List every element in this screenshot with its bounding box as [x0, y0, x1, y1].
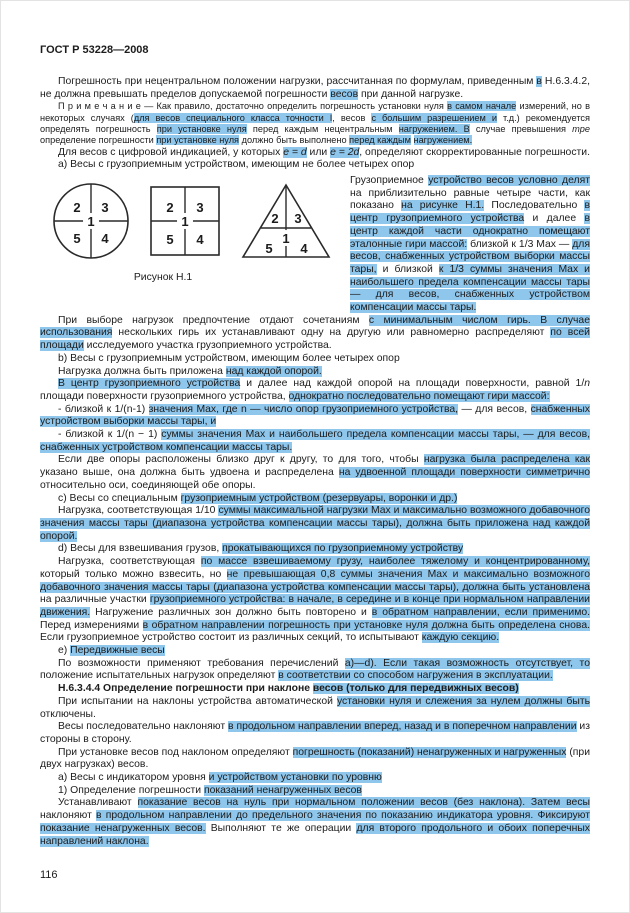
highlighted-text: грузоприемным устройством (резервуары, воронки и др.)	[180, 492, 458, 504]
text-segment: При выборе нагрузок предпочтение отдают сочетаниям	[58, 314, 369, 326]
paragraph	[40, 366, 590, 379]
highlighted-text: в продольном направлении до предельного значения по показанию индикатора уровня. Фиксируют	[96, 810, 590, 822]
paragraph	[40, 76, 590, 101]
sector-label: 4	[300, 241, 308, 256]
text-segment: b) Весы с грузоприемным устройством, имеющим более четырех опор	[58, 352, 400, 364]
list-item-dash	[40, 404, 590, 429]
list-item-e	[40, 645, 590, 658]
triangle-diagram	[238, 180, 334, 262]
text-segment: Перед измерениями	[40, 619, 143, 631]
text-segment: должно быть выполнено	[239, 135, 350, 146]
square-diagram	[144, 180, 226, 262]
text-segment: относительно оси, соединяющей обе опоры.	[40, 479, 256, 491]
text-segment: Нагружение различных зон должно быть повторено и	[90, 606, 372, 618]
list-item-b	[40, 353, 590, 366]
text-segment: , весов	[332, 112, 372, 123]
sector-label: 3	[294, 211, 302, 226]
clause-heading	[40, 683, 590, 696]
highlighted-text: В центр грузоприемного устройства	[58, 378, 241, 390]
page-number: 116	[40, 869, 58, 881]
highlighted-text: над каждой опорой.	[225, 365, 322, 377]
content-top	[40, 76, 590, 172]
sector-label: 1	[181, 214, 189, 229]
paragraph	[40, 454, 590, 492]
text-segment: измерений, но в некоторых случаях (	[40, 101, 591, 123]
figure-side-column	[350, 175, 590, 315]
text-segment: Грузоприемное	[350, 175, 429, 186]
paragraph	[40, 556, 590, 645]
text-segment: перед каждым нецентральным	[246, 124, 399, 134]
highlighted-text: суммы значения Max и наибольшего предела компенсации массы тары, — для весов, снабженных устройством компенсации массы тары.	[40, 429, 590, 453]
text-segment: который только можно взвесить, но	[40, 568, 227, 580]
sector-label: 5	[166, 232, 174, 247]
highlighted-text: перед каждым	[349, 135, 411, 146]
text-segment: Н.6.3.4.2, не должна превышать пределов допускаемой погрешности	[40, 76, 590, 100]
highlighted-text: грузоприемного устройства: в начале, в середине и в конце при нормальном направлении движения.	[40, 594, 590, 618]
figure-caption: Рисунок Н.1	[133, 272, 193, 283]
highlighted-text: по массе взвешиваемому грузу, наиболее тяжелому и концентрированному,	[200, 556, 590, 568]
text-segment: близкой к 1/3 Max —	[467, 238, 573, 250]
text-segment: Если две опоры расположены близко друг к другу, то для того, чтобы	[58, 454, 424, 466]
highlighted-text: с минимальным числом гирь. В случае использования	[40, 314, 590, 339]
sector-label: 1	[282, 231, 290, 246]
highlighted-text: с большим разрешением и	[371, 112, 497, 123]
highlighted-text: для весов специального класса точности I	[133, 112, 333, 123]
text-segment: Нагрузка, соответствующая 1/10	[58, 505, 219, 517]
sector-label: 4	[196, 232, 204, 247]
sector-label: 3	[101, 200, 109, 215]
highlighted-text: для второго продольного и обоих поперечных направлений наклона.	[40, 822, 590, 847]
sector-label: 5	[265, 241, 273, 256]
text-segment: площади поверхности грузоприемного устройства,	[40, 390, 289, 402]
highlighted-text: показание весов на нуль при нормальном положении весов (без наклона). Затем весы	[137, 797, 590, 809]
text-segment: при данной нагрузке.	[358, 88, 464, 100]
highlighted-text: нагрузка была распределена как	[423, 454, 590, 466]
highlighted-text: по всей площади	[40, 327, 590, 352]
text-segment: , определяют скорректированные погрешности.	[359, 146, 590, 158]
text-segment: - близкой к 1/(n − 1)	[58, 429, 162, 441]
list-item-a2	[40, 772, 590, 785]
highlighted-text: однократно последовательно помещают гири массой:	[288, 390, 550, 402]
text-segment: е)	[58, 645, 71, 657]
list-item-dash	[40, 429, 590, 454]
text-segment: Погрешность при нецентральном положении нагрузки, рассчитанная по формулам, приведенным	[58, 76, 537, 87]
highlighted-text: и устройством установки по уровню	[208, 772, 382, 784]
highlighted-text: в продольном направлении вперед, назад и в поперечном направлении	[228, 721, 577, 733]
text-segment: mpe	[572, 124, 591, 134]
highlighted-text: показаний ненагруженных весов	[203, 784, 362, 796]
text-segment: Весы последовательно наклоняют	[58, 721, 229, 733]
text-segment: Выполняют те же операции	[205, 822, 357, 834]
text-segment: При испытании на наклоны устройства автоматической	[58, 695, 337, 707]
paragraph	[40, 747, 590, 772]
note-paragraph	[40, 101, 590, 146]
text-segment: (при двух нагрузках) весов.	[40, 746, 591, 771]
figure-side-text	[350, 175, 590, 315]
text-segment: При установке весов под наклоном определяют	[58, 746, 293, 758]
highlighted-text: на рисунке Н.1.	[401, 200, 485, 212]
highlighted-text: показание ненагруженных весов.	[40, 822, 206, 834]
highlighted-text: весов (только для передвижных весов)	[312, 683, 519, 695]
text-segment: Если грузоприемное устройство состоит из различных секций, то испытывают	[40, 632, 422, 644]
text-segment: отключены.	[40, 708, 96, 720]
text-segment: n	[584, 378, 590, 390]
sector-label: 2	[166, 200, 174, 215]
highlighted-text: в самом начале	[447, 101, 517, 112]
text-segment: или	[306, 146, 331, 158]
text-segment: наклоняют	[40, 810, 97, 822]
text-segment: Для весов с цифровой индикацией, у которых	[58, 146, 284, 158]
text-segment: а) Весы с грузоприемным устройством, имеющим не более четырех опор	[58, 159, 415, 171]
paragraph	[40, 378, 590, 403]
sector-label: 3	[196, 200, 204, 215]
highlighted-text: установки нуля и слежения за нулем должны быть	[336, 695, 591, 707]
text-segment: П р и м е ч а н и е — Как правило, достаточно определить погрешность установки нуля	[58, 101, 448, 112]
list-item-1	[40, 785, 590, 798]
highlighted-text: е = 2d	[330, 146, 360, 158]
highlighted-text: для весов, снабженных устройством выборки массы тары,	[350, 238, 590, 275]
highlighted-text: при установке нуля	[156, 135, 240, 146]
text-segment: с) Весы со специальным	[58, 492, 181, 504]
highlighted-text: е = d	[283, 146, 307, 158]
paragraph	[40, 147, 590, 160]
text-segment: а) Весы с индикатором уровня	[58, 772, 209, 784]
highlighted-text: нагружением. В	[398, 124, 470, 134]
sector-label: 5	[73, 231, 81, 246]
text-segment: на различные участки	[40, 594, 150, 606]
text-segment: случае превышения	[469, 124, 573, 134]
text-segment: т.д.) рекомендуется определять погрешность	[40, 112, 590, 134]
paragraph	[40, 797, 590, 848]
sector-label: 1	[87, 214, 95, 229]
figure-shapes	[50, 180, 350, 262]
text-segment: Последовательно	[484, 200, 585, 212]
text-segment: 1) Определение погрешности	[58, 784, 204, 796]
text-segment: нескольких гирь их устанавливают одну на другую или равномерно распределяют	[112, 327, 551, 339]
document-header: ГОСТ Р 53228—2008	[40, 44, 149, 56]
highlighted-text: суммы максимальной нагрузки Max и максимально возможного добавочного значения массы тары (диапазона устройства компенсации массы тары), должна быть приложена над каждой опорой.	[40, 505, 590, 542]
text-segment: и далее над каждой опорой на площади поверхности, равной 1/	[240, 378, 585, 390]
paragraph	[40, 721, 590, 746]
paragraph	[40, 505, 590, 543]
list-item-c	[40, 493, 590, 506]
highlighted-text: в соответствии со способом нагружения в эксплуатации.	[278, 670, 553, 682]
highlighted-text: в	[536, 76, 542, 87]
content-bottom	[40, 315, 590, 849]
paragraph	[40, 658, 590, 683]
text-segment: исследуемого участка грузоприемного устройства.	[83, 340, 332, 352]
paragraph	[40, 315, 590, 353]
text-segment: на приблизительно равные четыре части, как показано	[350, 187, 590, 212]
list-item-d	[40, 543, 590, 556]
highlighted-text: значения Max, где n — число опор грузоприемного устройства,	[148, 403, 459, 415]
sector-label: 2	[73, 200, 81, 215]
text-segment: d) Весы для взвешивания грузов,	[58, 543, 223, 555]
highlighted-text: к 1/3 суммы значения Max и наибольшего предела компенсации массы тары — для весов, снабженных устройством компенсации массы тары.	[350, 263, 590, 314]
highlighted-text: погрешность (показаний) ненагруженных и нагруженных	[292, 746, 567, 758]
highlighted-text: в обратном направлении, если применимо.	[371, 606, 591, 618]
text-segment: Нагрузка должна быть приложена	[58, 365, 226, 377]
text-segment: По возможности применяют требования перечислений	[58, 657, 345, 669]
highlighted-text: Передвижные весы	[70, 645, 165, 657]
list-item-a	[40, 159, 590, 172]
highlighted-text: весов	[330, 88, 359, 100]
sector-label: 2	[271, 211, 279, 226]
highlighted-text: прокатывающихся по грузоприемному устройству	[222, 543, 464, 555]
text-segment: Устанавливают	[58, 797, 138, 809]
text-segment: - близкой к 1/(n-1)	[58, 403, 149, 415]
highlighted-text: устройство весов условно делят	[428, 175, 591, 186]
text-segment: Н.6.3.4.4 Определение погрешности при наклоне	[58, 683, 313, 695]
highlighted-text: каждую секцию.	[421, 632, 500, 644]
highlighted-text: нагружением.	[413, 135, 473, 146]
highlighted-text: при установке нуля	[156, 124, 247, 134]
paragraph	[40, 696, 590, 721]
text-segment: из стороны в сторону.	[40, 721, 590, 745]
highlighted-text: на удвоенной площади поверхности симметрично	[338, 467, 590, 479]
highlighted-text: а)—d). Если такая возможность отсутствует, то	[344, 657, 590, 669]
highlighted-text: в центр грузоприемного устройства	[350, 200, 590, 225]
highlighted-text: не превышающая 0,8 суммы значения Max и максимально возможного добавочного значения массы тары (диапазона устройства компенсации массы тары), должна быть установлена	[40, 568, 590, 593]
text-segment: определение погрешности	[40, 135, 157, 146]
highlighted-text: в обратном направлении погрешность при установке нуля должна быть определена снова.	[142, 619, 590, 631]
text-segment: и близкой	[376, 263, 439, 275]
text-segment: и далее	[524, 213, 585, 225]
text-segment: — для весов,	[458, 403, 531, 415]
highlighted-text: в центр каждой части однократно помещают эталонные гири массой:	[350, 213, 590, 250]
figure-row	[40, 175, 590, 315]
sector-label: 4	[101, 231, 109, 246]
figure-h1	[40, 175, 350, 315]
text-segment: Нагрузка, соответствующая	[58, 556, 201, 568]
text-segment: положение испытательных нагрузок определяют	[40, 670, 279, 682]
text-segment: указано выше, она должна быть удвоена и распределена	[40, 467, 339, 479]
circle-diagram	[50, 180, 132, 262]
highlighted-text: снабженных устройством выборки массы тары, и	[40, 403, 590, 428]
